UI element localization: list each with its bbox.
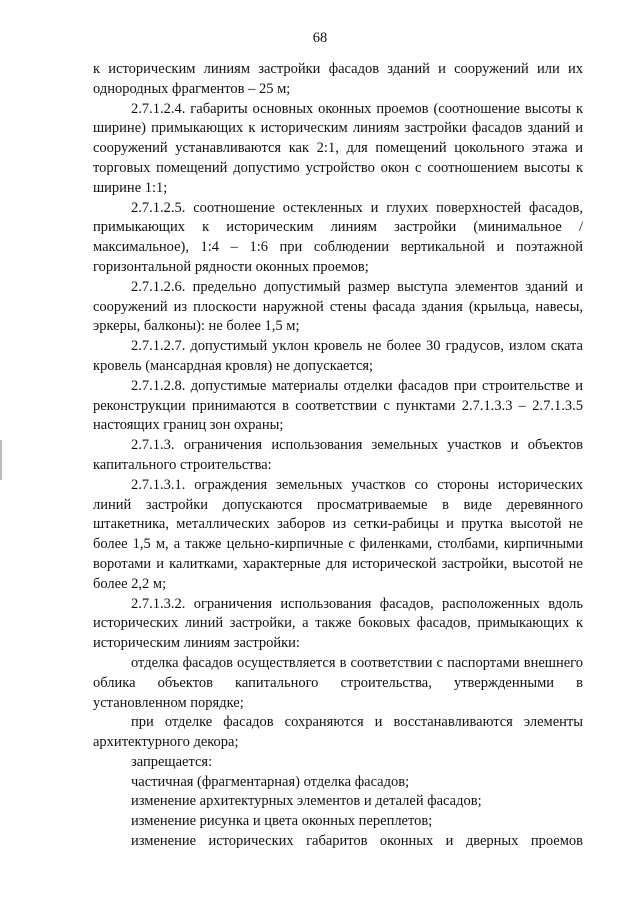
paragraph-prohibited: запрещается: (131, 753, 213, 770)
paragraph-facade-finishing: отделка фасадов осуществляется в соответствии с паспортами внешнего облика объектов капитального строительства, утвержденными в установленном порядке; (93, 654, 583, 711)
paragraph-2-7-1-2-4: 2.7.1.2.4. габариты основных оконных проемов (соотношение высоты к ширине) примыкающих к историческим линиям застройки фасадов зданий и сооружений устанавливаются как 2:1, для помещений цокольного этажа и торговых помещений допустимо устройство окон с соотношением высоты к ширине 1:1; (93, 100, 583, 196)
paragraph-2-7-1-3-1: 2.7.1.3.1. ограждения земельных участков со стороны исторических линий застройки допускаются просматриваемые в виде деревянного штакетника, металлических заборов из сетки-рабицы и прутка высотой не более 1,5 м, а также цельно-кирпичные с филенками, столбами, кирпичными воротами и калитками, характерные для исторической застройки, высотой не более 2,2 м; (93, 476, 583, 592)
document-body (93, 60, 583, 852)
prohibited-item-window-door-openings: изменение исторических габаритов оконных и дверных проемов (131, 833, 583, 850)
paragraph-continuation: к историческим линиям застройки фасадов зданий и сооружений или их однородных фрагментов – 25 м; (93, 61, 583, 97)
page-number: 68 (312, 30, 328, 46)
scan-edge-mark (0, 440, 2, 480)
paragraph-2-7-1-2-5: 2.7.1.2.5. соотношение остекленных и глухих поверхностей фасадов, примыкающих к историческим линиям застройки (минимальное / максимальное), 1:4 – 1:6 при соблюдении вертикальной и поэтажной горизонтальной рядности оконных проемов; (93, 199, 583, 275)
paragraph-decor-preservation: при отделке фасадов сохраняются и восстанавливаются элементы архитектурного декора; (93, 714, 583, 751)
prohibited-item-partial-finishing: частичная (фрагментарная) отделка фасадов; (131, 773, 410, 790)
paragraph-2-7-1-3: 2.7.1.3. ограничения использования земельных участков и объектов капитального строительства: (93, 437, 583, 473)
prohibited-item-architectural-elements: изменение архитектурных элементов и деталей фасадов; (131, 793, 482, 810)
prohibited-item-window-frames: изменение рисунка и цвета оконных переплетов; (131, 813, 433, 830)
paragraph-2-7-1-2-8: 2.7.1.2.8. допустимые материалы отделки фасадов при строительстве и реконструкции принимаются в соответствии с пунктами 2.7.1.3.3 – 2.7.1.3.5 настоящих границ зон охраны; (93, 377, 583, 434)
paragraph-2-7-1-3-2: 2.7.1.3.2. ограничения использования фасадов, расположенных вдоль исторических линий застройки, а также боковых фасадов, примыкающих к историческим линиям застройки: (93, 595, 583, 652)
paragraph-2-7-1-2-7: 2.7.1.2.7. допустимый уклон кровель не более 30 градусов, излом ската кровель (мансардная кровля) не допускается; (93, 338, 583, 374)
paragraph-2-7-1-2-6: 2.7.1.2.6. предельно допустимый размер выступа элементов зданий и сооружений из плоскости наружной стены фасада здания (крыльца, навесы, эркеры, балконы): не более 1,5 м; (93, 278, 583, 335)
